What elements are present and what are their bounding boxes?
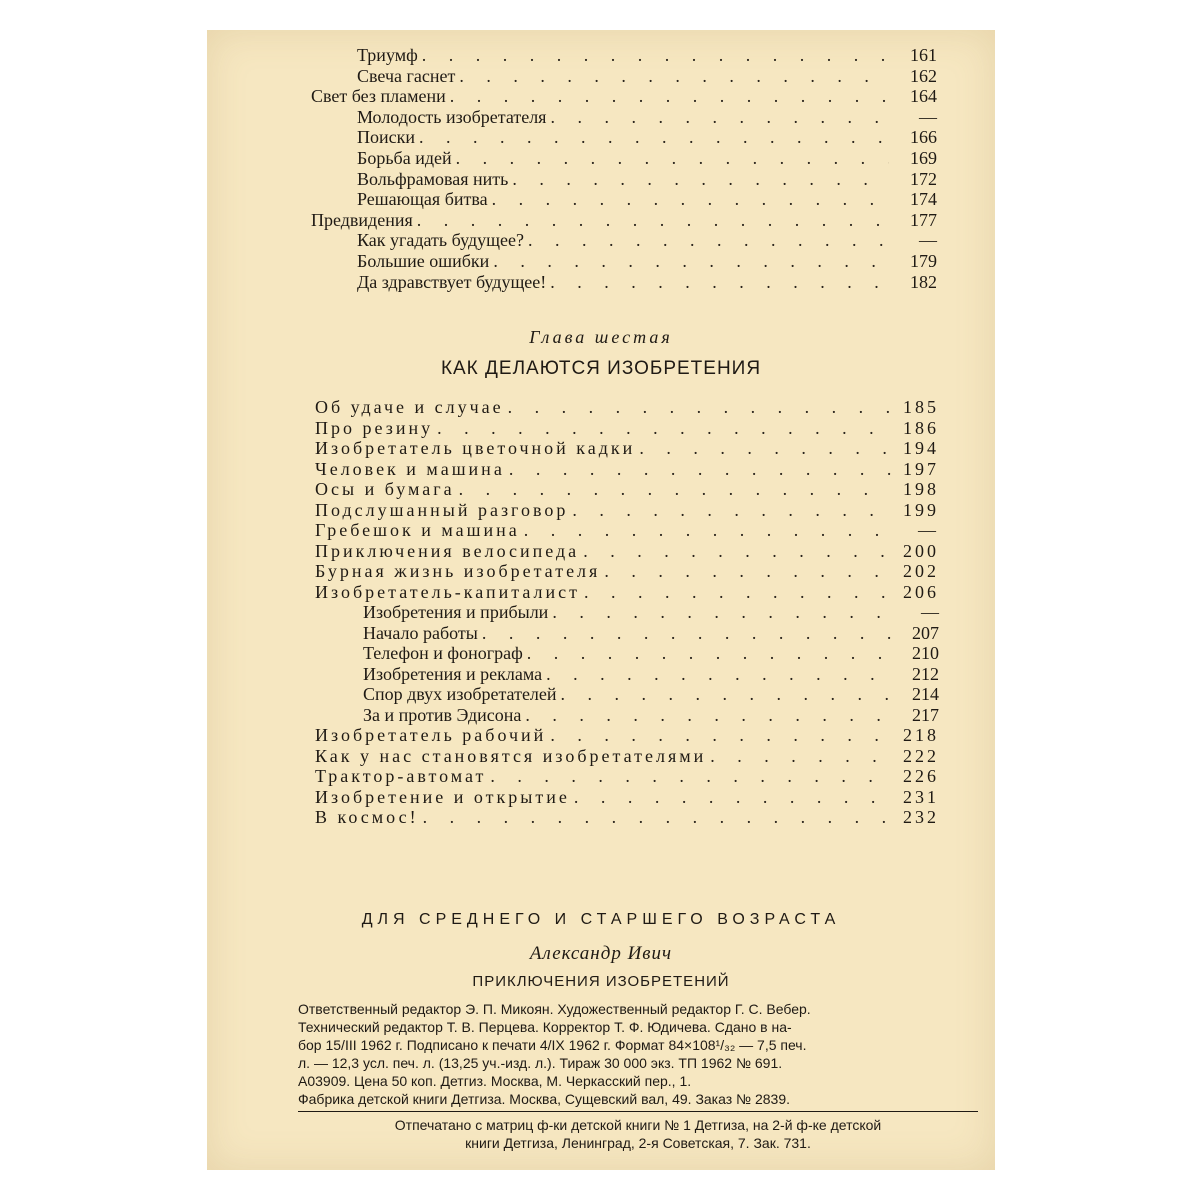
toc-leader-dots (528, 230, 889, 251)
toc-entry (315, 541, 939, 562)
toc-entry-page: 179 (910, 251, 937, 271)
toc-entry (315, 725, 939, 746)
toc-entry (315, 500, 939, 521)
toc-entry (363, 623, 939, 644)
toc-entry-title: В космос! (315, 807, 419, 827)
toc-entry-page: 202 (903, 561, 939, 581)
toc-entry-title: Трактор-автомат (315, 766, 487, 786)
toc-leader-dots (509, 459, 891, 480)
toc-entry-page: 214 (912, 684, 939, 704)
toc-leader-dots (423, 807, 891, 828)
toc-entry-title: Решающая битва (357, 189, 488, 210)
toc-entry-title: Изобретения и реклама (363, 663, 543, 684)
toc-entry-page: 226 (903, 766, 939, 786)
toc-entry-title: Подслушанный разговор (315, 499, 569, 520)
toc-entry-page: 172 (910, 168, 937, 189)
toc-entry (357, 127, 937, 148)
toc-entry-title: Спор двух изобретателей (363, 684, 557, 704)
toc-leader-dots (604, 561, 891, 582)
toc-entry-page: 232 (903, 807, 939, 827)
toc-entry-title: Как угадать будущее? (357, 230, 524, 251)
toc-entry (363, 705, 939, 726)
toc-entry-page: 218 (903, 725, 939, 745)
toc-entry (315, 766, 939, 787)
toc-entry-page: — (921, 602, 939, 622)
toc-entry-page: 166 (910, 127, 937, 148)
toc-leader-dots (450, 86, 889, 107)
toc-entry-title: Триумф (357, 45, 418, 65)
toc-entry (315, 520, 939, 541)
toc-entry-page: — (918, 520, 939, 540)
imprint-block (298, 1000, 978, 1108)
toc-entry-title: Молодость изобретателя (357, 106, 547, 127)
toc-entry (315, 746, 939, 767)
book-page (207, 30, 995, 1170)
toc-entry (315, 787, 939, 808)
toc-entry-title: Про резину (315, 417, 434, 438)
toc-entry-title: Изобретение и открытие (315, 786, 570, 807)
toc-entry-title: Свет без пламени (311, 86, 446, 107)
toc-leader-dots (552, 602, 891, 623)
toc-entry (315, 418, 939, 439)
toc-entry (357, 272, 937, 293)
toc-leader-dots (525, 705, 891, 726)
toc-leader-dots (550, 725, 891, 746)
toc-entry-page: 162 (910, 65, 937, 86)
toc-leader-dots (574, 787, 891, 808)
chapter-label: Глава шестая (529, 327, 673, 347)
toc-entry (357, 148, 937, 169)
toc-entry-page: 197 (903, 458, 939, 479)
toc-leader-dots (419, 127, 889, 148)
toc-leader-dots (456, 148, 889, 169)
toc-entry-page: 198 (903, 479, 939, 499)
toc-entry (357, 66, 937, 87)
toc-leader-dots (459, 479, 891, 500)
toc-entry-title: Бурная жизнь изобретателя (315, 561, 601, 581)
toc-entry-page: 199 (903, 499, 939, 520)
chapter-title: КАК ДЕЛАЮТСЯ ИЗОБРЕТЕНИЯ (440, 358, 762, 379)
toc-entry-page: — (919, 106, 937, 127)
toc-leader-dots (550, 272, 889, 293)
toc-entry-page: 185 (903, 397, 939, 417)
toc-entry (363, 684, 939, 705)
toc-entry (363, 664, 939, 685)
toc-entry-title: Как у нас становятся изобретателями (315, 745, 707, 766)
toc-entry-page: 210 (912, 643, 939, 663)
audience-note: ДЛЯ СРЕДНЕГО И СТАРШЕГО ВОЗРАСТА (361, 911, 841, 928)
toc-leader-dots (550, 107, 889, 128)
toc-entry (357, 230, 937, 251)
toc-entry-title: Свеча гаснет (357, 65, 456, 86)
toc-entry-page: — (919, 230, 937, 251)
imprint-line: Технический редактор Т. В. Перцева. Корректор Т. Ф. Юдичева. Сдано в на- (298, 1019, 792, 1035)
toc-entry-title: Начало работы (363, 622, 478, 643)
toc-entry-title: Изобретатель рабочий (315, 725, 547, 745)
imprint-line: А03909. Цена 50 коп. Детгиз. Москва, М. Черкасский пер., 1. (298, 1073, 692, 1089)
toc-entry (315, 561, 939, 582)
toc-entry-page: 231 (903, 786, 939, 807)
imprint-line: Ответственный редактор Э. П. Микоян. Художественный редактор Г. С. Вебер. (298, 1001, 811, 1017)
toc-entry-title: Большие ошибки (357, 251, 490, 271)
toc-entry-page: 217 (912, 704, 939, 725)
toc-entry-title: Изобретатель-капиталист (315, 581, 580, 602)
book-title: ПРИКЛЮЧЕНИЯ ИЗОБРЕТЕНИЙ (472, 973, 730, 990)
toc-entry-title: Изобретения и прибыли (363, 602, 549, 622)
toc-leader-dots (490, 766, 891, 787)
toc-entry-page: 207 (912, 622, 939, 643)
toc-entry (315, 397, 939, 418)
toc-entry-page: 200 (903, 540, 939, 561)
toc-entry-title: Гребешок и машина (315, 520, 520, 540)
printer-line: Отпечатано с матриц ф-ки детской книги № 1 Детгиза, на 2-й ф-ке детской (394, 1117, 882, 1133)
toc-entry (315, 479, 939, 500)
toc-leader-dots (527, 643, 891, 664)
toc-entry (357, 189, 937, 210)
toc-leader-dots (492, 189, 889, 210)
toc-leader-dots (422, 45, 889, 66)
toc-leader-dots (493, 251, 889, 272)
toc-entry-title: Осы и бумага (315, 479, 455, 499)
toc-entry-page: 164 (910, 86, 937, 107)
toc-entry-title: Человек и машина (315, 458, 505, 479)
toc-entry-title: Предвидения (311, 209, 413, 230)
toc-entry (363, 643, 939, 664)
toc-leader-dots (417, 210, 889, 231)
toc-entry-title: Приключения велосипеда (315, 540, 580, 561)
toc-entry-title: Вольфрамовая нить (357, 168, 509, 189)
toc-entry (363, 602, 939, 623)
toc-entry-title: За и против Эдисона (363, 704, 522, 725)
toc-entry (315, 582, 939, 603)
toc-entry-title: Изобретатель цветочной кадки (315, 438, 636, 458)
toc-entry-page: 194 (903, 438, 939, 458)
imprint-line: л. — 12,3 усл. печ. л. (13,25 уч.-изд. л.). Тираж 30 000 экз. ТП 1962 № 691. (298, 1055, 783, 1071)
toc-entry-page: 206 (903, 581, 939, 602)
toc-entry-title: Борьба идей (357, 148, 452, 168)
toc-leader-dots (546, 664, 891, 685)
toc-leader-dots (639, 438, 891, 459)
toc-entry (357, 169, 937, 190)
toc-leader-dots (561, 684, 891, 705)
toc-entry (311, 86, 937, 107)
toc-entry-title: Телефон и фонограф (363, 643, 523, 663)
toc-entry-page: 212 (912, 663, 939, 684)
toc-entry (357, 45, 937, 66)
toc-leader-dots (583, 541, 891, 562)
toc-entry-page: 174 (910, 189, 937, 210)
toc-entry-title: Да здравствует будущее! (357, 271, 547, 292)
toc-entry (315, 807, 939, 828)
toc-entry-page: 222 (903, 745, 939, 766)
toc-leader-dots (508, 397, 891, 418)
imprint-line: Фабрика детской книги Детгиза. Москва, Сущевский вал, 49. Заказ № 2839. (298, 1091, 790, 1107)
toc-entry (357, 251, 937, 272)
author-name: Александр Ивич (529, 943, 673, 964)
toc-entry-page: 182 (910, 271, 937, 292)
toc-entry-page: 161 (910, 45, 937, 65)
toc-entry (311, 210, 937, 231)
toc-leader-dots (437, 418, 891, 439)
toc-entry-page: 169 (910, 148, 937, 168)
toc-leader-dots (572, 500, 891, 521)
toc-leader-dots (524, 520, 891, 541)
printer-note (298, 1116, 978, 1152)
toc-entry-title: Поиски (357, 127, 415, 148)
toc-leader-dots (512, 169, 889, 190)
toc-entry (315, 438, 939, 459)
toc-entry-page: 186 (903, 417, 939, 438)
imprint-line: бор 15/III 1962 г. Подписано к печати 4/IX 1962 г. Формат 84×108¹/₃₂ — 7,5 печ. (298, 1037, 807, 1053)
divider-rule (298, 1111, 978, 1112)
toc-entry-title: Об удаче и случае (315, 397, 504, 417)
toc-entry (315, 459, 939, 480)
toc-entry (357, 107, 937, 128)
toc-leader-dots (584, 582, 891, 603)
printer-line: книги Детгиза, Ленинград, 2-я Советская, 7. Зак. 731. (465, 1135, 811, 1151)
toc-leader-dots (459, 66, 889, 87)
toc-leader-dots (710, 746, 891, 767)
toc-entry-page: 177 (910, 209, 937, 230)
toc-leader-dots (482, 623, 891, 644)
